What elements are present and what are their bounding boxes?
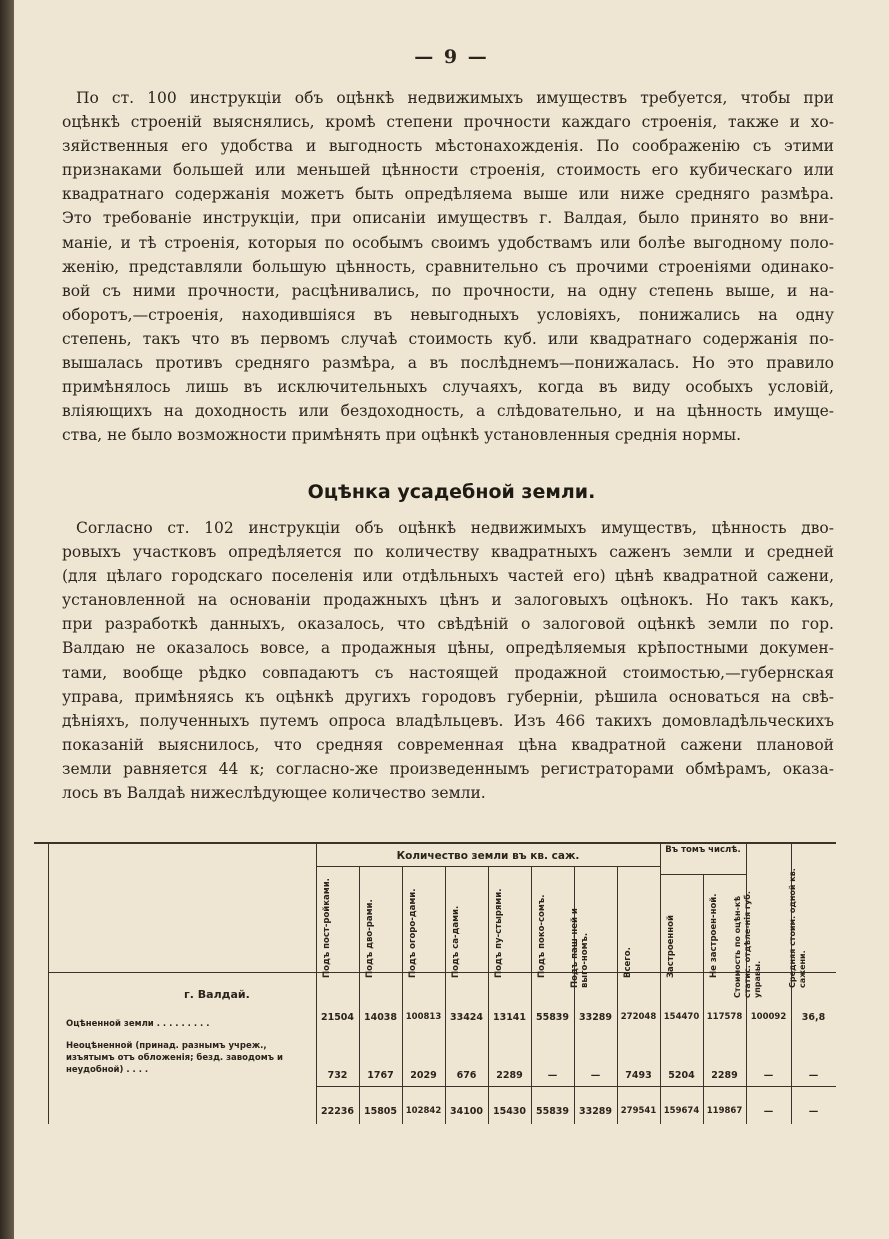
column-header: Подъ пост-ройками. [321,878,332,978]
table-cell: 22236 [320,1106,355,1117]
text-line: вліяющихъ на доходность или бездоходность, а слѣдовательно, и на цѣнность имуще- [62,402,834,421]
table-cell: 33424 [449,1012,484,1023]
table-cell: 15805 [363,1106,398,1117]
table-cell: 2289 [496,1070,523,1081]
text-line: тами, вообще рѣдко совпадаютъ съ настоящей продажной стоимостью,—губернская [62,663,834,682]
paragraph-land-valuation [62,516,834,805]
table-cell: 102842 [405,1106,442,1116]
table-cell: 159674 [663,1106,700,1116]
table-cell: 2029 [410,1070,437,1081]
row-label: Оцѣненной земли . . . . . . . . . [66,1019,210,1029]
column-header: Подъ са-дами. [450,905,461,978]
table-cell: — [547,1070,558,1081]
subgroup-heading: Въ томъ числѣ. [665,845,741,855]
text-line: Это требованіе инструкціи, при описаніи имуществъ г. Валдая, было принято во вни- [62,209,834,228]
table-cell: 732 [327,1070,348,1081]
table-cell: — [808,1106,819,1117]
row-label: Неоцѣненной (принад. разнымъ учреж., изъятымъ отъ обложенія; безд. заводомъ и неудобной) . . . . [66,1041,283,1075]
table-cell: 5204 [668,1070,695,1081]
text-line: дѣніяхъ, полученныхъ путемъ опроса владѣльцевъ. Изъ 466 такихъ домовладѣльческихъ [62,711,834,730]
column-header: Всего. [622,947,633,978]
table-column-divider [316,842,317,1124]
text-line: вышалась противъ средняго размѣра, а въ послѣднемъ—понижалась. Но это правило [62,354,834,373]
text-line: зяйственныя его удобства и выгодность мѣстонахожденія. По соображенію съ этими [62,137,834,156]
text-line: примѣнялось лишь въ исключительныхъ случаяхъ, когда въ виду особыхъ условій, [62,378,834,397]
table-cell: 36,8 [801,1012,826,1023]
text-line: Валдаю не оказалось вовсе, а продажныя цѣны, опредѣляемыя крѣпостными докумен- [62,639,834,658]
text-line: Согласно ст. 102 инструкціи объ оцѣнкѣ недвижимыхъ имуществъ, цѣнность дво- [76,519,834,537]
table-cell: — [763,1070,774,1081]
table-cell: 14038 [363,1012,398,1023]
column-header: Подъ огоро-дами. [407,888,418,978]
column-header: Подъ поко-сомъ. [536,894,547,978]
text-line: установленной на основаніи продажныхъ цѣнъ и залоговыхъ оцѣнокъ. Но такъ какъ, [62,591,834,610]
table-cell: 119867 [706,1106,743,1116]
text-line: маніе, и тѣ строенія, которыя по особымъ своимъ удобствамъ или болѣе выгодному поло- [62,233,834,252]
table-cell: 100092 [750,1012,787,1022]
section-heading: Оцѣнка усадебной земли. [307,481,596,503]
table-cell: 100813 [405,1012,442,1022]
table-frame [34,842,836,1126]
table-cell: 34100 [449,1106,484,1117]
table-cell: — [808,1070,819,1081]
text-line: оборотъ,—строенія, находившіяся въ невыгодныхъ условіяхъ, понижались на одну [62,305,834,324]
group-heading: Количество земли въ кв. саж. [396,850,580,862]
city-label: г. Валдай. [184,988,250,1001]
table-group-rule [316,866,660,867]
table-cell: 272048 [620,1012,657,1022]
column-header: Застроенной [665,915,676,978]
table-cell: 279541 [620,1106,657,1116]
book-binding [0,0,14,1239]
text-line: квадратнаго содержанія можетъ быть опредѣляема выше или ниже средняго размѣра. [62,185,834,204]
column-header: Подъ дво-рами. [364,899,375,978]
text-line: показаній выяснилось, что средняя современная цѣна квадратной сажени плановой [62,735,834,754]
text-line: оцѣнкѣ строеній выяснялись, кромѣ степени прочности каждаго строенія, также и хо- [62,113,834,132]
table-cell: 13141 [492,1012,527,1023]
paragraph-building-valuation [62,86,834,447]
table-cell: 1767 [367,1070,394,1081]
table-cell: 21504 [320,1012,355,1023]
text-line: при разработкѣ данныхъ, оказалось, что свѣдѣній о залоговой оцѣнкѣ земли по гор. [62,615,834,634]
table-column-divider [660,842,661,1124]
column-header: Средняя стоим. одной кв. сажени. [787,868,807,988]
text-line: женію, представляли большую цѣнность, сравнительно съ прочими строеніями одинако- [62,257,834,276]
table-cell: — [763,1106,774,1117]
table-cell: 15430 [492,1106,527,1117]
text-line: степень, такъ что въ первомъ случаѣ стоимость куб. или квадратнаго содержанія по- [62,329,834,348]
text-line: лось въ Валдаѣ нижеслѣдующее количество земли. [62,784,486,803]
table-cell: 154470 [663,1012,700,1022]
table-cell: 7493 [625,1070,652,1081]
column-header: Не застроен-ной. [708,893,719,978]
text-line: вой съ ними прочности, расцѣнивались, по прочности, на одну степень выше, и на- [62,281,834,300]
table-cell: 117578 [706,1012,743,1022]
text-line: ства, не было возможности примѣнять при оцѣнкѣ установленныя среднія нормы. [62,426,742,445]
table-cell: 55839 [535,1106,570,1117]
text-line: (для цѣлаго городскаго поселенія или отдѣльныхъ частей его) цѣнѣ квадратной сажени, [62,567,834,586]
text-line: управа, примѣняясь къ оцѣнкѣ другихъ городовъ губерніи, рѣшила основаться на свѣ- [62,687,834,706]
table-total-rule [316,1086,836,1087]
table-left-border [48,842,49,1124]
text-line: По ст. 100 инструкціи объ оцѣнкѣ недвижимыхъ имуществъ требуется, чтобы при [76,89,834,107]
land-area-table [34,842,836,1124]
table-cell: 33289 [578,1012,613,1023]
text-line: земли равняется 44 к; согласно-же произведеннымъ регистраторами обмѣрамъ, оказа- [62,759,834,778]
column-header: Стоимость по оцѣн-кѣ статис. отдѣле-нія губ. управы. [732,891,762,998]
table-cell: — [590,1070,601,1081]
column-header: Подъ пу-стырями. [493,888,504,978]
document-page [14,0,889,1239]
table-cell: 33289 [578,1106,613,1117]
table-cell: 676 [456,1070,477,1081]
table-cell: 2289 [711,1070,738,1081]
text-line: признаками большей или меньшей цѣнности строенія, стоимость его кубическаго или [62,161,834,180]
column-header: Подъ паш-ней и выго-номъ. [569,908,590,988]
table-cell: 55839 [535,1012,570,1023]
page-number: — 9 — [414,46,489,68]
text-line: ровыхъ участковъ опредѣляется по количеству квадратныхъ саженъ земли и средней [62,543,834,562]
